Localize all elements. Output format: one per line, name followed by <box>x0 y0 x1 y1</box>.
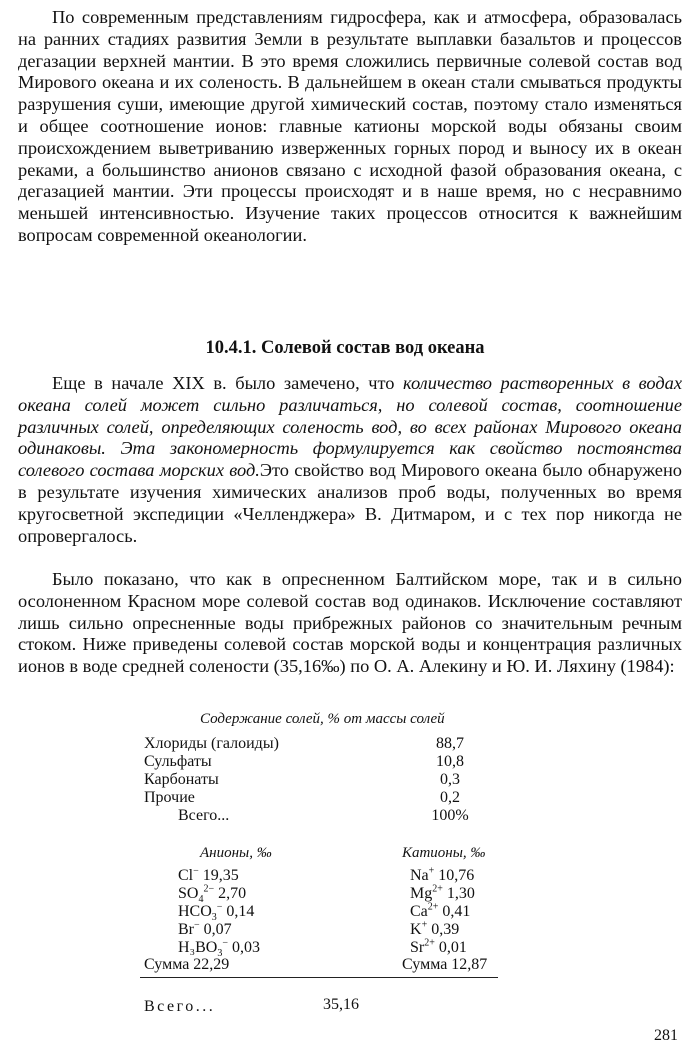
paragraph-italic-law: количество растворенных в водах океана солей может сильно различаться, но солевой состав, соотношение различных солей, определяющих соленость вод, во всех районах Мирового океана одинаковы. Эта закономерность формулируется как свойство постоянства солевого состава морских вод. <box>18 373 682 481</box>
table-divider <box>140 977 498 978</box>
page-number: 281 <box>654 1027 678 1044</box>
cation-row: $Sr^{2+}$ 0,01 <box>410 937 467 956</box>
paragraph-salt-constancy <box>18 373 682 547</box>
anion-row: $HCO_3^-$ 0,14 <box>178 901 255 924</box>
cation-row: $Mg^{2+}$ 1,30 <box>410 883 475 902</box>
salt-name: Карбонаты <box>144 771 219 788</box>
salt-total-value: 100% <box>431 807 469 824</box>
anion-row: Br− 0,07 <box>178 919 232 938</box>
salt-value: 0,3 <box>440 771 460 788</box>
salt-value: 0,2 <box>440 789 460 806</box>
cations-sum: Сумма 12,87 <box>402 956 488 973</box>
salt-name: Сульфаты <box>144 753 212 770</box>
salt-total-label: Всего... <box>178 807 230 824</box>
paragraph-tail: Это свойство вод Мирового океана было обнаружено в результате изучения химических анализов проб воды, полученных во время кругосветной экспедиции «Челленджера» В. Дитмаром, и с тех пор никогда не опровергалось. <box>18 460 682 546</box>
cation-row: Na+ 10,76 <box>410 865 475 884</box>
cation-row: $Ca^{2+}$ 0,41 <box>410 901 471 920</box>
salt-name: Хлориды (галоиды) <box>144 735 279 752</box>
paragraph-composition: Было показано, что как в опресненном Балтийском море, так и в сильно осолоненном Красном море солевой состав вод одинаков. Исключение составляют лишь сильно опресненные воды прибрежных районов со значительным речным стоком. Ниже приведены солевой состав морской воды и концентрация различных ионов в воде средней солености (35,16‰) по О. А. Алекину и Ю. И. Ляхину (1984): <box>18 569 682 677</box>
grand-total-label: Всего... <box>144 998 216 1015</box>
salt-value: 88,7 <box>436 735 464 752</box>
paragraph-lead: Еще в начале XIX в. было замечено, что <box>52 373 404 393</box>
paragraph-intro: По современным представлениям гидросфера, как и атмосфера, образовалась на ранних стадиях развития Земли в результате выплавки базальтов и процессов дегазации верхней мантии. В это время сложились первичные солевой состав вод Мирового океана и их соленость. В дальнейшем в океан стали смываться продукты разрушения суши, имеющие другой химический состав, поэтому стало изменяться и общее соотношение ионов: главные катионы морской воды обязаны своим происхождением выветриванию изверженных горных пород и выносу их в океан реками, а большинство анионов связано с исходной фазой образования океана, с дегазацией мантии. Эти процессы происходят и в наше время, но с несравнимо меньшей интенсивностью. Изучение таких процессов относится к важнейшим вопросам современной океанологии. <box>18 7 682 245</box>
section-heading: 10.4.1. Солевой состав вод океана <box>205 338 485 358</box>
salt-name: Прочие <box>144 789 195 806</box>
cation-row: K+ 0,39 <box>410 919 460 938</box>
anions-sum: Сумма 22,29 <box>144 956 230 973</box>
anion-row: $H_3BO_3^-$ 0,03 <box>178 937 260 960</box>
anion-row: Cl− 19,35 <box>178 865 239 884</box>
grand-total-value: 35,16 <box>323 996 359 1013</box>
cations-header: Катионы, ‰ <box>402 845 486 861</box>
anions-header: Анионы, ‰ <box>200 845 272 861</box>
table-caption: Содержание солей, % от массы солей <box>200 711 445 727</box>
salt-value: 10,8 <box>436 753 464 770</box>
anion-row: $SO_4^{2-}$ 2,70 <box>178 883 247 906</box>
